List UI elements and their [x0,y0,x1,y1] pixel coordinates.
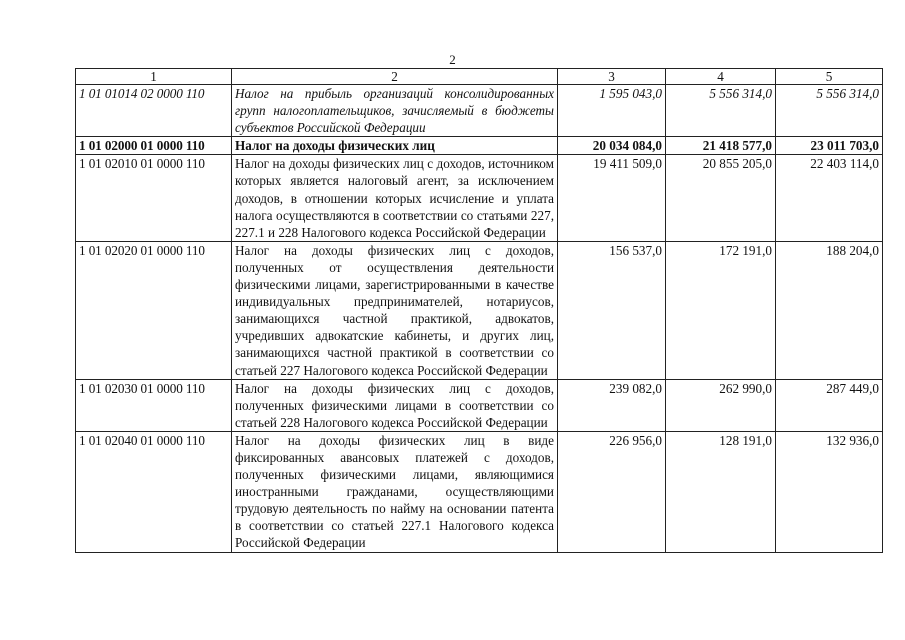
budget-code: 1 01 02000 01 0000 110 [76,137,232,155]
amount-col4: 262 990,0 [666,379,776,431]
budget-code: 1 01 01014 02 0000 110 [76,85,232,137]
amount-col5: 188 204,0 [776,241,883,379]
amount-col3: 1 595 043,0 [558,85,666,137]
revenue-name: Налог на прибыль организаций консолидированных групп налогоплательщиков, зачисляемый в бюджеты субъектов Российской Федерации [232,85,558,137]
amount-col5: 287 449,0 [776,379,883,431]
amount-col5: 23 011 703,0 [776,137,883,155]
column-header: 2 [232,69,558,85]
amount-col5: 132 936,0 [776,431,883,552]
revenue-name: Налог на доходы физических лиц с доходов, источником которых является налоговый агент, за исключением доходов, в отношении которых исчисление и уплата налога осуществляются в соответствии со статьями 227, 227.1 и 228 Налогового кодекса Российской Федерации [232,155,558,241]
amount-col3: 19 411 509,0 [558,155,666,241]
amount-col3: 20 034 084,0 [558,137,666,155]
budget-code: 1 01 02030 01 0000 110 [76,379,232,431]
amount-col3: 156 537,0 [558,241,666,379]
budget-code: 1 01 02040 01 0000 110 [76,431,232,552]
amount-col4: 5 556 314,0 [666,85,776,137]
column-number-row [76,69,883,85]
table-row [76,155,883,241]
column-header: 3 [558,69,666,85]
revenue-name: Налог на доходы физических лиц в виде фиксированных авансовых платежей с доходов, полученных физическими лицами, являющимися иностранными гражданами, осуществляющими трудовую деятельность по найму на основании патента в соответствии со статьей 227.1 Налогового кодекса Российской Федерации [232,431,558,552]
amount-col3: 226 956,0 [558,431,666,552]
budget-code: 1 01 02020 01 0000 110 [76,241,232,379]
revenue-name: Налог на доходы физических лиц с доходов, полученных физическими лицами в соответствии со статьей 228 Налогового кодекса Российской Федерации [232,379,558,431]
amount-col3: 239 082,0 [558,379,666,431]
table-row [76,431,883,552]
table-row [76,379,883,431]
table-row [76,241,883,379]
amount-col4: 172 191,0 [666,241,776,379]
revenue-name: Налог на доходы физических лиц [232,137,558,155]
amount-col5: 5 556 314,0 [776,85,883,137]
budget-revenue-table [75,68,883,553]
column-header: 5 [776,69,883,85]
revenue-name: Налог на доходы физических лиц с доходов, полученных от осуществления деятельности физическими лицами, зарегистрированными в качестве индивидуальных предпринимателей, нотариусов, занимающихся частной практикой, адвокатов, учредивших адвокатские кабинеты, и других лиц, занимающихся частной практикой в соответствии со статьей 227 Налогового кодекса Российской Федерации [232,241,558,379]
page-number: 2 [449,52,456,67]
table-row [76,85,883,137]
table-row [76,137,883,155]
column-header: 1 [76,69,232,85]
amount-col4: 21 418 577,0 [666,137,776,155]
column-header: 4 [666,69,776,85]
budget-code: 1 01 02010 01 0000 110 [76,155,232,241]
amount-col4: 20 855 205,0 [666,155,776,241]
amount-col4: 128 191,0 [666,431,776,552]
amount-col5: 22 403 114,0 [776,155,883,241]
